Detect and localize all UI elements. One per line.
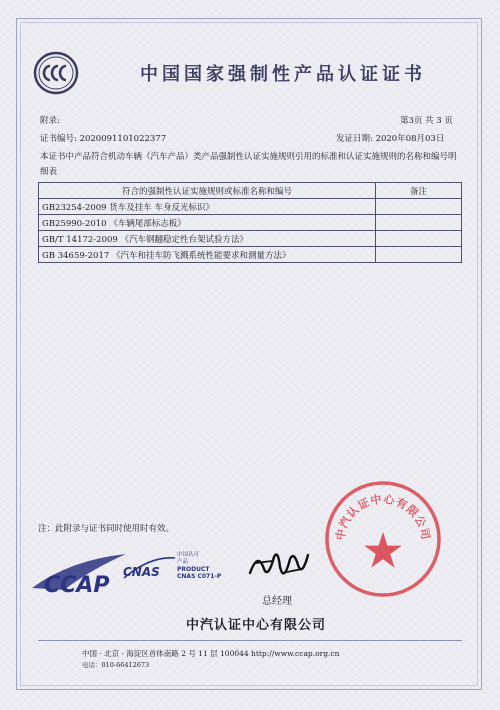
footer-address: 中国 · 北京 · 海淀区首体南路 2 号 11 层 100044 http://www.ccap.org.cn [82, 649, 340, 658]
seal-star-icon [364, 532, 402, 568]
ccap-logo [30, 548, 130, 600]
company-seal-icon [322, 478, 444, 600]
cert-number: 2020091101022377 [79, 134, 167, 144]
signature-image [244, 543, 314, 591]
intro-text: 本证书中产品符合机动车辆（汽车产品）类产品强制性认证实施规则引用的标准和认证实施规则的名称和编号明细表 [40, 152, 457, 177]
remark-cell [376, 231, 462, 247]
cnas-code: CNAS C071-P [177, 573, 222, 580]
standard-cell: GB23254-2009 货车及挂车 车身反光标识》 [39, 199, 376, 215]
remark-cell [376, 247, 462, 263]
table-row [39, 231, 462, 247]
remark-cell [376, 199, 462, 215]
cert-number-label: 证书编号: [40, 134, 77, 144]
table-row [39, 247, 462, 263]
standards-table [38, 182, 462, 263]
remark-cell [376, 215, 462, 231]
issue-date-row [336, 132, 444, 144]
signatory-title: 总经理 [262, 596, 292, 607]
validity-note: 注：此附录与证书同时使用时有效。 [38, 524, 175, 534]
table-row [39, 199, 462, 215]
header-standard: 符合的强制性认证实施规则或标准名称和编号 [39, 183, 376, 199]
certificate-title: 中国国家强制性产品认证证书 [140, 64, 426, 85]
ccap-logo-text: CCAP [44, 573, 110, 598]
seal-text: 中汽认证中心有限公司 [333, 492, 433, 542]
header-remark: 备注 [376, 183, 462, 199]
issue-date-label: 发证日期: [336, 134, 373, 144]
cnas-cn-label: 中国认可 [177, 552, 200, 558]
issuing-organization: 中汽认证中心有限公司 [186, 618, 327, 633]
table-row [39, 215, 462, 231]
standard-cell: GB25990-2010 《车辆尾部标志板》 [39, 215, 376, 231]
cnas-product-label: PRODUCT [177, 566, 210, 573]
footer-phone: 电话：010-66412673 [82, 661, 150, 669]
ccc-mark-icon [33, 50, 79, 96]
issue-date: 2020年08月03日 [375, 134, 445, 144]
cnas-logo [122, 552, 177, 586]
page-info: 第3页 共 3 页 [400, 116, 453, 126]
table-header-row [39, 183, 462, 199]
cnas-logo-text: CNAS [123, 565, 160, 579]
cnas-accreditation-text [177, 552, 221, 580]
cert-number-row [40, 132, 166, 144]
cnas-product-cn-label: 产品 [177, 559, 189, 565]
attachment-label: 附录: [40, 116, 60, 126]
footer-divider [38, 640, 462, 641]
standard-cell: GB/T 14172-2009 《汽车钢翻稳定性台架试验方法》 [39, 231, 376, 247]
standard-cell: GB 34659-2017 《汽车和挂车防飞溅系统性能要求和测量方法》 [39, 247, 376, 263]
